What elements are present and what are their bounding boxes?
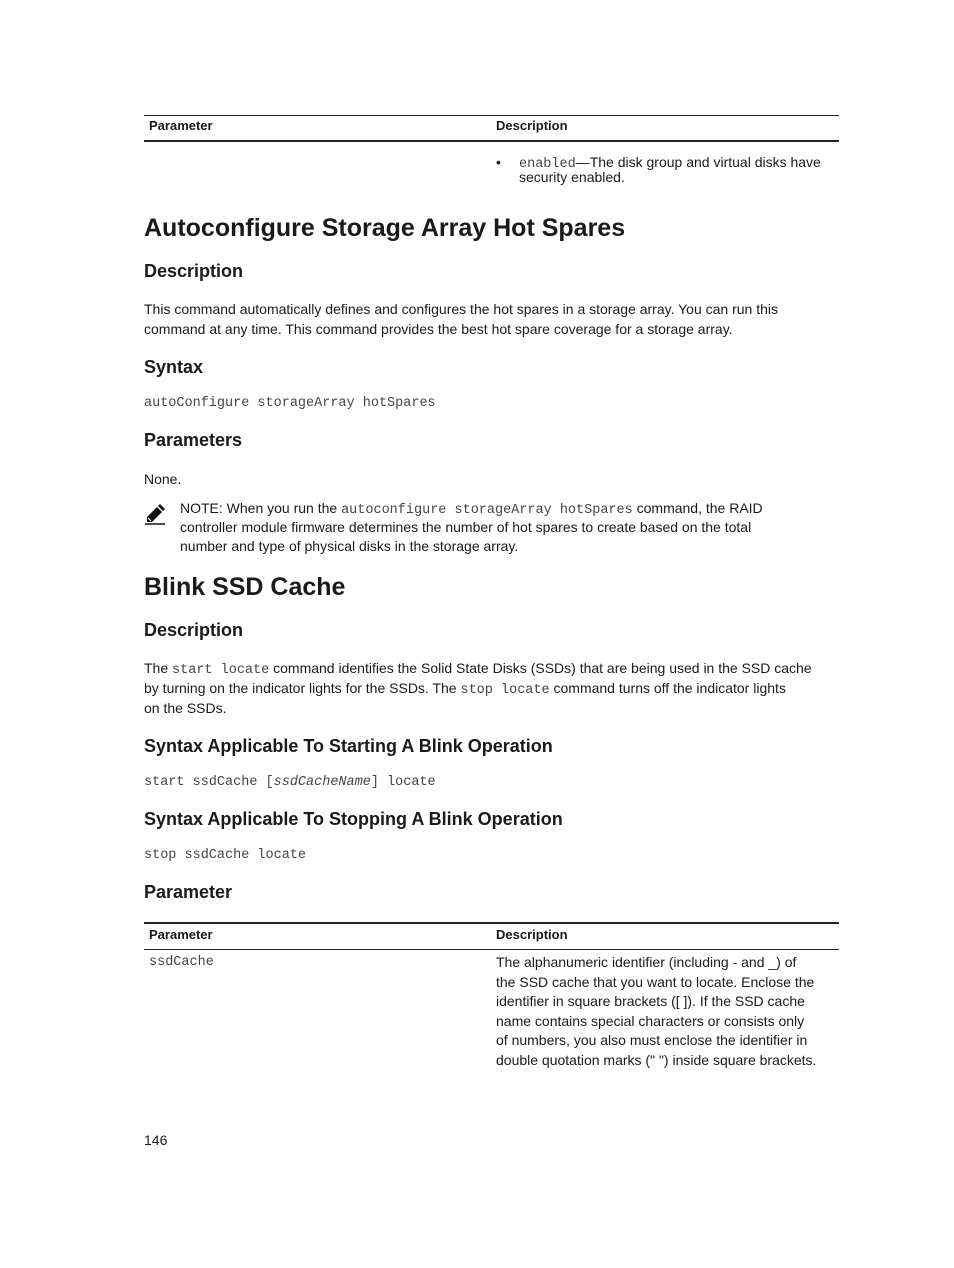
section1-description-heading: Description bbox=[144, 261, 244, 281]
row-desc-line: double quotation marks (" ") inside square brackets. bbox=[496, 1051, 817, 1068]
section1-parameters-heading: Parameters bbox=[144, 430, 243, 450]
row-desc-line: the SSD cache that you want to locate. Enclose the bbox=[496, 973, 815, 990]
note-line3: number and type of physical disks in the storage array. bbox=[180, 538, 519, 554]
note-pencil-icon bbox=[144, 503, 166, 525]
stop-locate-code: stop locate bbox=[460, 683, 550, 698]
bullet-code: enabled bbox=[519, 157, 576, 172]
row-desc-line: of numbers, you also must enclose the identifier in bbox=[496, 1032, 808, 1048]
top-table-header-description: Description bbox=[496, 118, 568, 133]
section2-desc-line2 bbox=[144, 679, 786, 701]
start-blink-heading: Syntax Applicable To Starting A Blink Operation bbox=[144, 736, 553, 756]
section1-syntax-heading: Syntax bbox=[144, 357, 204, 377]
bullet-text-2: security enabled. bbox=[519, 169, 625, 185]
param-table-row-desc bbox=[496, 953, 816, 1070]
desc-l2-a: by turning on the indicator lights for the SSDs. The bbox=[144, 680, 461, 696]
start-code-a: start ssdCache [ bbox=[144, 775, 274, 790]
section1-title: Autoconfigure Storage Array Hot Spares bbox=[144, 214, 626, 242]
start-locate-code: start locate bbox=[172, 663, 270, 678]
note-label: NOTE: bbox=[180, 500, 223, 516]
param-table-header-description: Description bbox=[496, 927, 568, 942]
start-code-italic: ssdCacheName bbox=[273, 775, 371, 790]
row-desc-line: The alphanumeric identifier (including - and _) of bbox=[496, 954, 797, 970]
section1-syntax-code: autoConfigure storageArray hotSpares bbox=[144, 396, 436, 411]
bullet-marker: • bbox=[496, 154, 501, 170]
top-table-top-rule bbox=[144, 115, 839, 116]
top-table-header-rule bbox=[144, 140, 839, 142]
bullet-text-1: —The disk group and virtual disks have bbox=[575, 154, 821, 170]
stop-blink-code: stop ssdCache locate bbox=[144, 848, 307, 863]
top-table-header-parameter: Parameter bbox=[149, 118, 213, 133]
section2-description-heading: Description bbox=[144, 620, 244, 640]
section1-parameters-text: None. bbox=[144, 471, 182, 487]
parameter-heading: Parameter bbox=[144, 882, 233, 902]
start-code-b: ] locate bbox=[370, 775, 436, 790]
param-table-row-param: ssdCache bbox=[149, 955, 214, 970]
note-text-a: When you run the bbox=[222, 500, 342, 516]
section1-description-line1: This command automatically defines and configures the hot spares in a storage array. You can run this bbox=[144, 301, 778, 317]
desc-l1-b: command identifies the Solid State Disks (SSDs) that are being used in the SSD cache bbox=[269, 660, 812, 676]
section2-desc-line1 bbox=[144, 659, 812, 681]
desc-l2-b: command turns off the indicator lights bbox=[549, 680, 786, 696]
page-number: 146 bbox=[144, 1132, 168, 1148]
param-table-header-parameter: Parameter bbox=[149, 927, 213, 942]
row-desc-line: name contains special characters or consists only bbox=[496, 1012, 805, 1029]
note-code: autoconfigure storageArray hotSpares bbox=[341, 503, 633, 518]
stop-blink-heading: Syntax Applicable To Stopping A Blink Operation bbox=[144, 809, 563, 829]
start-blink-code bbox=[144, 775, 436, 790]
note-text-b: command, the RAID bbox=[632, 500, 763, 516]
section2-desc-line3: on the SSDs. bbox=[144, 700, 227, 716]
section1-description-line2: command at any time. This command provides the best hot spare coverage for a storage array. bbox=[144, 321, 733, 337]
row-desc-line: identifier in square brackets ([ ]). If the SSD cache bbox=[496, 993, 805, 1009]
desc-l1-a: The bbox=[144, 660, 173, 676]
note-line2: controller module firmware determines the number of hot spares to create based on the total bbox=[180, 519, 752, 535]
param-table-header-rule bbox=[144, 949, 839, 950]
param-table-top-rule bbox=[144, 922, 839, 924]
section2-title: Blink SSD Cache bbox=[144, 573, 346, 601]
